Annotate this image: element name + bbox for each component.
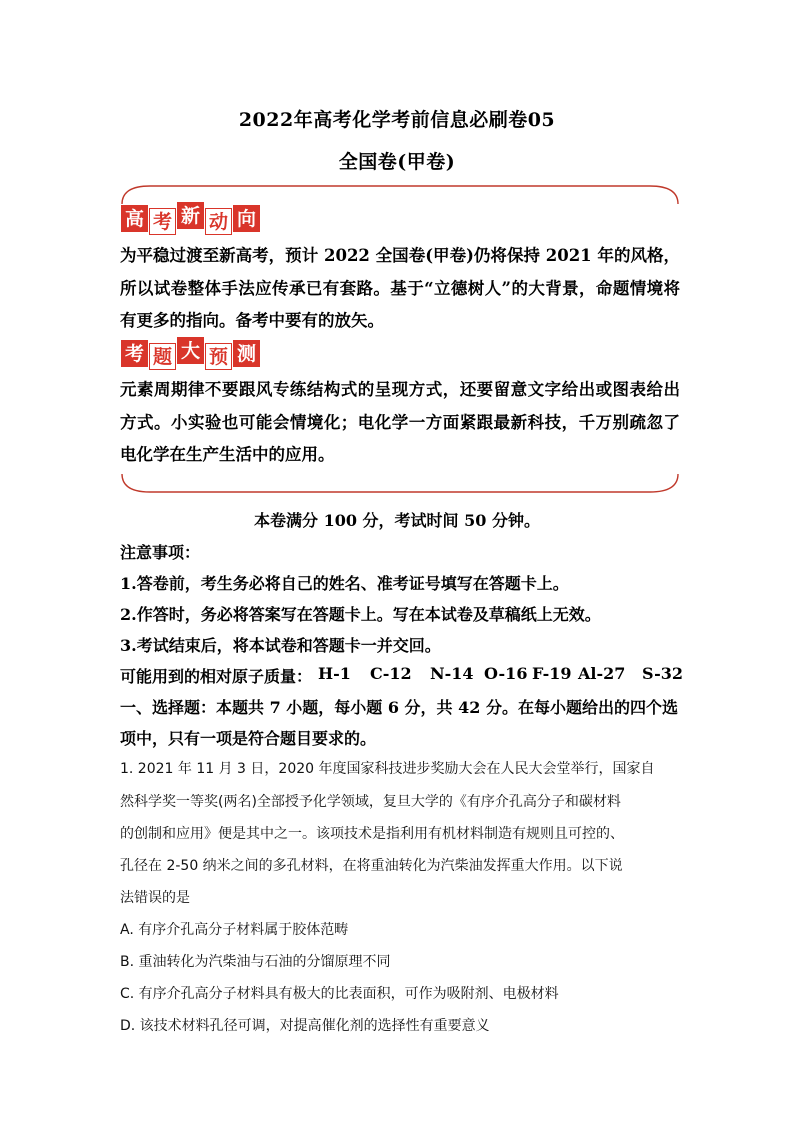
question-text: 法错误的是 [120,890,190,906]
atomic-mass: Al-27 [578,664,626,683]
page-subtitle: 全国卷(甲卷) [338,151,456,173]
tag-char: 动 [205,208,232,235]
question-text: 1. 2021 年 11 月 3 日，2020 年度国家科技进步奖励大会在人民大会堂举行，国家自 [120,761,655,777]
forecast-paragraph: 元素周期律不要跟风专练结构式的呈现方式，还要留意文字给出或图表给出方式。小实验也可能会情境化；电化学一方面紧跟最新科技，千万别疏忽了电化学在生产生活中的应用。 [120,380,680,464]
score-line: 本卷满分 100 分，考试时间 50 分钟。 [254,511,540,530]
section-heading: 一、选择题：本题共 7 小题，每小题 6 分，共 42 分。在每小题给出的四个选 [120,698,678,717]
tag-char: 高 [121,205,148,232]
option-d: D. 该技术材料孔径可调，对提高催化剂的选择性有重要意义 [120,1018,490,1034]
note-item: 1.答卷前，考生务必将自己的姓名、准考证号填写在答题卡上。 [120,574,569,593]
atomic-mass: C-12 [370,664,412,683]
note-item: 2.作答时，务必将答案写在答题卡上。写在本试卷及草稿纸上无效。 [120,605,601,624]
tag-char: 测 [233,340,260,367]
atomic-mass-label: 可能用到的相对原子质量： [120,667,313,686]
question-text: 孔径在 2-50 纳米之间的多孔材料，在将重油转化为汽柴油发挥重大作用。以下说 [120,858,623,874]
option-c: C. 有序介孔高分子材料具有极大的比表面积，可作为吸附剂、电极材料 [120,986,559,1002]
tag-char: 考 [149,208,176,235]
page-title: 2022年高考化学考前信息必刷卷05 [238,109,556,131]
atomic-mass-line [120,664,683,687]
question-text: 的创制和应用》便是其中之一。该项技术是指利用有机材料制造有规则且可控的、 [120,826,624,842]
tag-char: 新 [177,202,204,229]
tag-char: 大 [177,337,204,364]
option-b: B. 重油转化为汽柴油与石油的分馏原理不同 [120,954,391,970]
forecast-tag [121,340,260,367]
atomic-mass: H-1 [318,664,351,683]
note-item: 3.考试结束后，将本试卷和答题卡一并交回。 [120,636,441,655]
tag-char: 题 [149,343,176,370]
tag-char: 预 [205,343,232,370]
trend-paragraph: 为平稳过渡至新高考，预计 2022 全国卷(甲卷)仍将保持 2021 年的风格，所以试卷整体手法应传承已有套路。基于“立德树人”的大背景，命题情境将有更多的指向。备考中要有的放矢。 [120,246,680,330]
atomic-mass: O-16 [484,664,528,683]
question-text: 然科学奖一等奖(两名)全部授予化学领域，复旦大学的《有序介孔高分子和碳材料 [120,794,621,810]
atomic-mass: S-32 [642,664,684,683]
tag-char: 考 [121,340,148,367]
notes-title: 注意事项： [120,543,201,562]
atomic-mass: F-19 [532,664,572,683]
trend-tag [121,205,260,232]
option-a: A. 有序介孔高分子材料属于胶体范畴 [120,922,349,938]
section-heading: 项中，只有一项是符合题目要求的。 [120,729,377,748]
atomic-mass: N-14 [430,664,474,683]
tag-char: 向 [233,205,260,232]
